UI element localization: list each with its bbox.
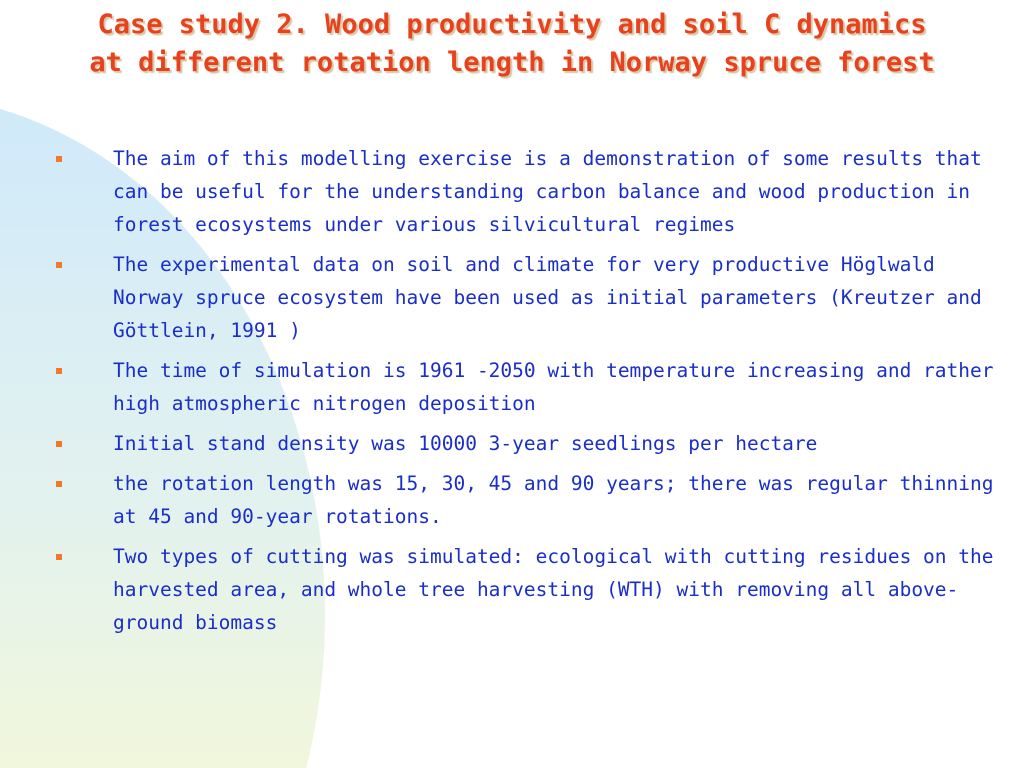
bullet-marker-icon xyxy=(56,554,62,560)
bullet-item xyxy=(0,467,1024,533)
bullet-item xyxy=(0,142,1024,241)
bullet-marker-icon xyxy=(56,262,62,268)
bullet-text: Initial stand density was 10000 3-year seedlings per hectare xyxy=(113,432,818,455)
title-line-2: at different rotation length in Norway spruce forest xyxy=(89,47,935,78)
slide-title xyxy=(0,6,1024,82)
bullet-item xyxy=(0,248,1024,347)
bullet-marker-icon xyxy=(56,156,62,162)
bullet-item xyxy=(0,427,1024,460)
bullet-item xyxy=(0,354,1024,420)
bullet-text: The time of simulation is 1961 -2050 with temperature increasing and rather high atmospheric nitrogen deposition xyxy=(113,359,994,415)
bullet-marker-icon xyxy=(56,368,62,374)
bullet-text: The experimental data on soil and climate for very productive Höglwald Norway spruce ecosystem have been used as initial parameters (Kreutzer and Göttlein, 1991 ) xyxy=(113,253,982,342)
bullet-list xyxy=(0,142,1024,646)
bullet-marker-icon xyxy=(56,481,62,487)
title-line-1: Case study 2. Wood productivity and soil C dynamics xyxy=(97,9,927,40)
bullet-marker-icon xyxy=(56,441,62,447)
bullet-text: Two types of cutting was simulated: ecological with cutting residues on the harvested area, and whole tree harvesting (WTH) with removing all above-ground biomass xyxy=(113,545,994,634)
bullet-text: The aim of this modelling exercise is a demonstration of some results that can be useful for the understanding carbon balance and wood production in forest ecosystems under various silvicultural regimes xyxy=(113,147,982,236)
bullet-item xyxy=(0,540,1024,639)
bullet-text: the rotation length was 15, 30, 45 and 90 years; there was regular thinning at 45 and 90-year rotations. xyxy=(113,472,994,528)
